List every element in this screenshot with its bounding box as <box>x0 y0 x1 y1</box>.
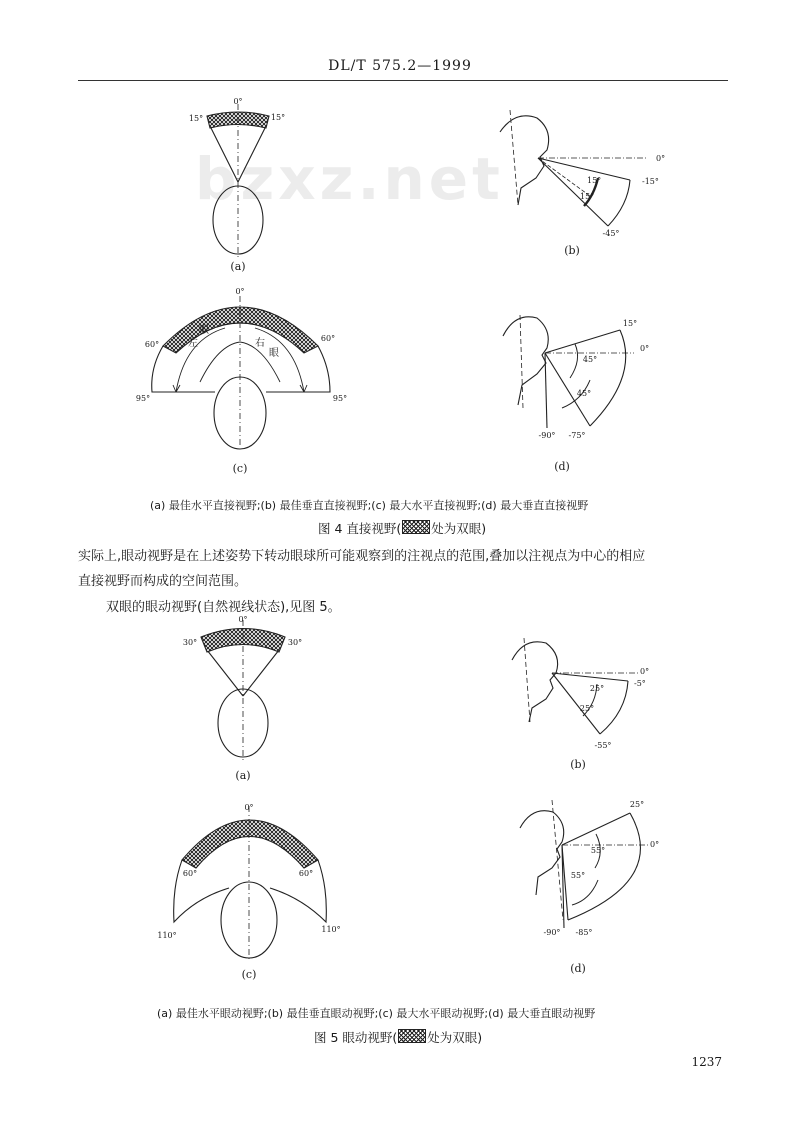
fig5b-label-m5: -5° <box>634 679 646 688</box>
body-paragraph-line2: 直接视野而构成的空间范围。 <box>78 574 248 589</box>
fig5c-label-left110: 110° <box>157 931 177 940</box>
fig5a-label-left: 30° <box>182 638 198 647</box>
fig4-subcaption: (a) 最佳水平直接视野;(b) 最佳垂直直接视野;(c) 最大水平直接视野;(d) 最大垂直直接视野 <box>150 499 589 512</box>
crosshatch-swatch-icon <box>402 520 430 534</box>
fig4b-label-zero: 0° <box>656 154 666 163</box>
fig5b-diagram <box>512 638 640 734</box>
fig5a-label-right: 30° <box>287 638 303 647</box>
fig4a-diagram <box>207 104 269 260</box>
fig4d-label-zero: 0° <box>640 344 650 353</box>
fig4b-label-inner1: 15° <box>587 176 602 185</box>
fig5c-sublabel: (c) <box>241 968 257 981</box>
fig4c-label-left-cn: 左 <box>188 338 198 349</box>
fig4d-label-m90: -90° <box>538 431 556 440</box>
fig4b-label-m45: -45° <box>602 229 620 238</box>
fig5d-diagram <box>520 800 648 928</box>
fig4c-sublabel: (c) <box>232 462 248 475</box>
fig5-title-suffix: 处为双眼) <box>427 1030 483 1045</box>
body-paragraph-line1: 实际上,眼动视野是在上述姿势下转动眼球所可能观察到的注视点的范围,叠加以注视点为中心的相应 <box>78 549 646 564</box>
fig4c-label-right95: 95° <box>332 394 348 403</box>
fig4c-binocular-band <box>163 307 318 353</box>
fig4b-label-inner2: 15° <box>580 192 595 201</box>
fig4c-label-eye2: 眼 <box>269 348 279 359</box>
fig5-title <box>314 1028 482 1046</box>
fig4c-label-right60: 60° <box>320 334 336 343</box>
fig5c-label-top: 0° <box>244 803 254 812</box>
fig5d-label-a55-2: 55° <box>570 871 586 880</box>
fig4c-label-left60: 60° <box>144 340 160 349</box>
fig5b-label-inner1: 25° <box>589 684 605 693</box>
fig4b-label-m15: -15° <box>642 177 659 186</box>
fig4a-label-right: 15° <box>270 113 286 122</box>
fig4d-sublabel: (d) <box>554 460 570 473</box>
fig4d-diagram <box>503 315 634 428</box>
fig4c-label-left95: 95° <box>135 394 151 403</box>
document-code: DL/T 575.2—1999 <box>328 58 472 74</box>
fig4d-label-a45-2: 45° <box>576 389 592 398</box>
fig4c-label-right-cn: 右 <box>255 338 265 349</box>
fig4-title-prefix: 图 4 直接视野( <box>318 521 402 536</box>
fig4b-head-profile <box>500 116 549 205</box>
fig5b-label-m55: -55° <box>594 741 612 750</box>
fig5c-binocular-band <box>182 820 318 868</box>
fig5d-label-m85: -85° <box>575 928 593 937</box>
fig5c-diagram <box>174 806 327 960</box>
fig4c-label-top: 0° <box>235 287 245 296</box>
fig5a-sublabel: (a) <box>235 769 251 782</box>
fig4b-sublabel: (b) <box>564 244 580 257</box>
fig4a-label-left: 15° <box>188 114 204 123</box>
fig4d-label-p15: 15° <box>622 319 638 328</box>
fig4-title-suffix: 处为双眼) <box>431 521 487 536</box>
body-paragraph-line3: 双眼的眼动视野(自然视线状态),见图 5。 <box>106 600 341 615</box>
fig5c-label-left60: 60° <box>182 869 198 878</box>
fig5b-head-profile <box>512 642 558 722</box>
fig5d-label-p25: 25° <box>629 800 645 809</box>
fig5a-label-top: 0° <box>238 615 248 624</box>
fig5d-head-profile <box>520 811 564 895</box>
fig4d-label-m75: -75° <box>568 431 586 440</box>
fig5d-label-zero: 0° <box>650 840 660 849</box>
fig5-title-prefix: 图 5 眼动视野( <box>314 1030 398 1045</box>
fig4c-label-eye1: 眼 <box>199 325 209 336</box>
fig4a-sublabel: (a) <box>230 260 246 273</box>
fig5b-sublabel: (b) <box>570 758 586 771</box>
fig4-title <box>318 519 486 537</box>
fig5c-label-right60: 60° <box>298 869 314 878</box>
page-number: 1237 <box>691 1055 722 1069</box>
fig5a-diagram <box>201 620 285 760</box>
fig5d-label-a55-1: 55° <box>590 846 606 855</box>
fig5b-label-inner2: 25° <box>579 704 595 713</box>
fig5d-label-m90: -90° <box>543 928 561 937</box>
fig5b-label-zero: 0° <box>640 667 650 676</box>
fig4b-diagram <box>500 110 648 226</box>
crosshatch-swatch-icon <box>398 1029 426 1043</box>
fig5d-sublabel: (d) <box>570 962 586 975</box>
fig4d-head-profile <box>503 317 548 405</box>
fig5-subcaption: (a) 最佳水平眼动视野;(b) 最佳垂直眼动视野;(c) 最大水平眼动视野;(d) 最大垂直眼动视野 <box>157 1007 596 1020</box>
fig4a-label-top: 0° <box>233 97 243 106</box>
watermark: bzxz.net <box>195 145 504 213</box>
fig4d-label-a45-1: 45° <box>582 355 598 364</box>
fig5c-label-right110: 110° <box>321 925 341 934</box>
fig4c-diagram <box>152 296 330 449</box>
